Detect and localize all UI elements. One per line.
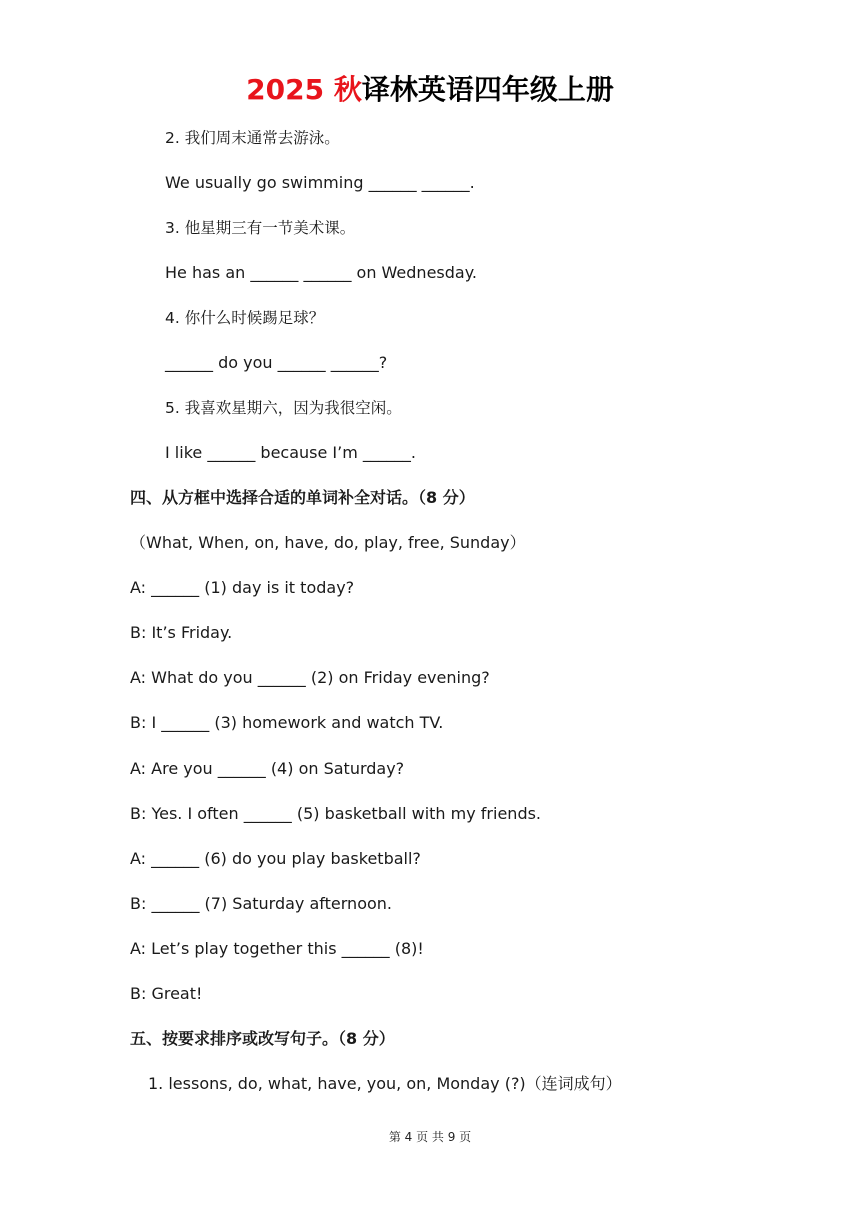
dialogue-line: A: Let’s play together this ______ (8)! xyxy=(130,939,424,958)
dialogue-line: B: I ______ (3) homework and watch TV. xyxy=(130,713,444,732)
translation-item-3-en: He has an ______ ______ on Wednesday. xyxy=(165,263,477,282)
page-title-accent: 2025 秋 xyxy=(246,73,362,106)
translation-item-2-en: We usually go swimming ______ ______. xyxy=(165,173,475,192)
dialogue-line: B: ______ (7) Saturday afternoon. xyxy=(130,894,392,913)
translation-item-3-cn: 3. 他星期三有一节美术课。 xyxy=(165,219,356,237)
page-number-footer: 第 4 页 共 9 页 xyxy=(388,1130,472,1144)
dialogue-line: A: Are you ______ (4) on Saturday? xyxy=(130,759,405,778)
page-title xyxy=(0,70,860,110)
dialogue-line: B: Yes. I often ______ (5) basketball with my friends. xyxy=(130,804,542,823)
dialogue-line: B: It’s Friday. xyxy=(130,623,233,642)
translation-item-4-en: ______ do you ______ ______? xyxy=(165,353,388,372)
rewrite-item-1: 1. lessons, do, what, have, you, on, Monday (?)（连词成句） xyxy=(148,1074,622,1093)
dialogue-line: A: ______ (1) day is it today? xyxy=(130,578,355,597)
page-title-main: 译林英语四年级上册 xyxy=(361,73,614,106)
section-5-heading: 五、按要求排序或改写句子。（8 分） xyxy=(130,1029,395,1048)
dialogue-line: A: ______ (6) do you play basketball? xyxy=(130,849,421,868)
section-4-heading: 四、从方框中选择合适的单词补全对话。（8 分） xyxy=(130,488,475,507)
translation-item-2-cn: 2. 我们周末通常去游泳。 xyxy=(165,129,340,147)
translation-item-4-cn: 4. 你什么时候踢足球？ xyxy=(165,309,325,327)
dialogue-line: B: Great! xyxy=(130,984,203,1003)
translation-item-5-cn: 5. 我喜欢星期六，因为我很空闲。 xyxy=(165,399,402,417)
word-box: （What, When, on, have, do, play, free, Sunday） xyxy=(130,533,526,552)
translation-item-5-en: I like ______ because I’m ______. xyxy=(165,443,416,462)
dialogue-line: A: What do you ______ (2) on Friday evening? xyxy=(130,668,490,687)
